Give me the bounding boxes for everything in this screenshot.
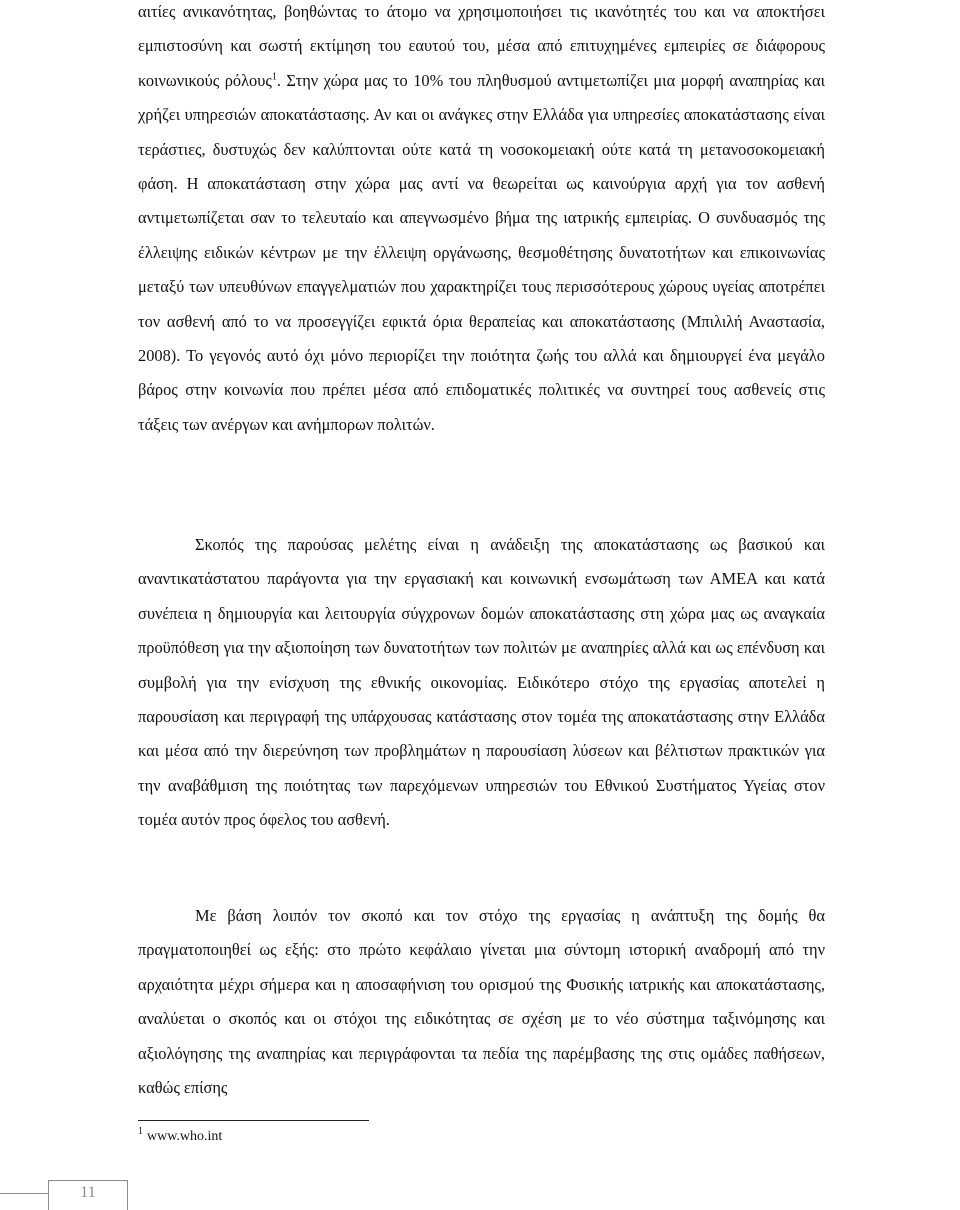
footnote-text: www.who.int xyxy=(147,1129,223,1144)
paragraph-1-text-a: αιτίες ανικανότητας, βοηθώντας το άτομο να χρησιμοποιήσει τις ικανότητές του και να αποκτήσει εμπιστοσύνη και σωστή εκτίμηση του εαυτού του, μέσα από επιτυχημένες εμπειρίες σε διάφορους κοινωνικούς ρόλους xyxy=(138,2,825,90)
page-number-rule xyxy=(0,1193,48,1194)
paragraph-1 xyxy=(138,0,825,442)
footnote xyxy=(138,1128,222,1146)
paragraph-1-text-b: . Στην χώρα μας το 10% του πληθυσμού αντιμετωπίζει μια μορφή αναπηρίας και χρήζει υπηρεσιών αποκατάστασης. Αν και οι ανάγκες στην Ελλάδα για υπηρεσίες αποκατάστασης είναι τεράστιες, δυστυχώς δεν καλύπτονται ούτε κατά τη νοσοκομειακή ούτε κατά τη μετανοσοκομειακή φάση. Η αποκατάσταση στην χώρα μας αντί να θεωρείται ως καινούργια αρχή για τον ασθενή αντιμετωπίζεται σαν το τελευταίο και απεγνωσμένο βήμα της ιατρικής εμπειρίας. Ο συνδυασμός της έλλειψης ειδικών κέντρων με την έλλειψη οργάνωσης, θεσμοθέτησης δυνατοτήτων και επικοινωνίας μεταξύ των υπευθύνων επαγγελματιών που χαρακτηρίζει τους περισσότερους χώρους υγείας αποτρέπει τον ασθενή από το να προσεγγίζει εφικτά όρια θεραπείας και αποκατάστασης (Μπιλιλή Αναστασία, 2008). Το γεγονός αυτό όχι μόνο περιορίζει την ποιότητα ζωής του αλλά και δημιουργεί ένα μεγάλο βάρος στην κοινωνία που πρέπει μέσα από επιδοματικές πολιτικές να συντηρεί τους ασθενείς στις τάξεις των ανέργων και ανήμπορων πολιτών. xyxy=(138,70,826,434)
paragraph-3: Με βάση λοιπόν τον σκοπό και τον στόχο της εργασίας η ανάπτυξη της δομής θα πραγματοποιηθεί ως εξής: στο πρώτο κεφάλαιο γίνεται μια σύντομη ιστορική αναδρομή από την αρχαιότητα μέχρι σήμερα και η αποσαφήνιση του ορισμού της Φυσικής ιατρικής και αποκατάστασης, αναλύεται ο σκοπός και οι στόχοι της ειδικότητας σε σχέση με το νέο σύστημα ταξινόμησης και αξιολόγησης της αναπηρίας και περιγράφονται τα πεδία της παρέμβασης της στις ομάδες παθήσεων, καθώς επίσης xyxy=(138,906,825,1098)
footnote-separator xyxy=(138,1120,369,1121)
footnote-number: 1 xyxy=(138,1126,143,1138)
paragraph-2: Σκοπός της παρούσας μελέτης είναι η ανάδειξη της αποκατάστασης ως βασικού και αναντικατάστατου παράγοντα για την εργασιακή και κοινωνική ενσωμάτωση των ΑΜΕΑ και κατά συνέπεια η δημιουργία και λειτουργία σύγχρονων δομών αποκατάστασης στη χώρα μας ως αναγκαία προϋπόθεση για την αξιοποίηση των δυνατοτήτων των πολιτών με αναπηρίες αλλά και ως επένδυση και συμβολή για την ενίσχυση της εθνικής οικονομίας. Ειδικότερο στόχο της εργασίας αποτελεί η παρουσίαση και περιγραφή της υπάρχουσας κατάστασης στον τομέα της αποκατάστασης στην Ελλάδα και μέσα από την διερεύνηση των προβλημάτων η παρουσίαση λύσεων και βέλτιστων πρακτικών για την αναβάθμιση της ποιότητας των παρεχόμενων υπηρεσιών του Εθνικού Συστήματος Υγείας στον τομέα αυτόν προς όφελος του ασθενή. xyxy=(138,535,825,830)
page-number: 11 xyxy=(80,1184,96,1201)
footnote-reference[interactable]: 1 xyxy=(271,71,277,83)
